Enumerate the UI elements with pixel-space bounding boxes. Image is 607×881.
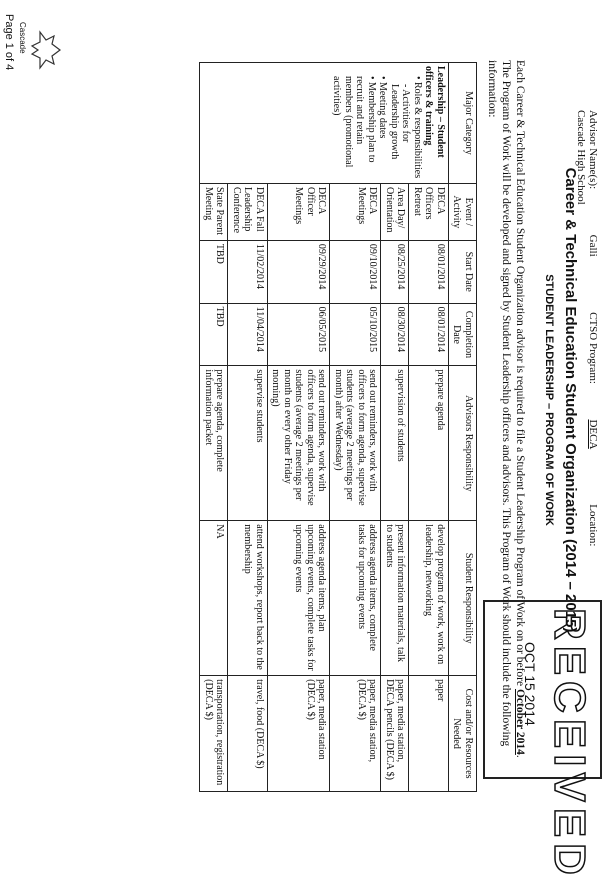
cell-start: 09/10/2014 [330, 240, 381, 303]
school-logo-icon [30, 30, 62, 70]
cell-event: DECA Officers Retreat [409, 183, 449, 240]
ctso-value: DECA [587, 419, 599, 449]
cell-student: attend workshops, report back to the membership [228, 521, 268, 676]
intro-text-after: . The Program of Work will be developed and signed by Student Leadership officers and advisors. This Program of Work should include the following information: [486, 60, 526, 758]
cell-start: 08/25/2014 [381, 240, 409, 303]
advisor-value: Galli [587, 234, 599, 257]
cell-end: 06/05/2015 [268, 303, 331, 366]
cell-student: develop program of work, work on leadership, networking [409, 521, 449, 676]
cell-advisor: supervise students [228, 366, 268, 521]
cell-end: 08/01/2014 [409, 303, 449, 366]
cell-event: DECA Meetings [330, 183, 381, 240]
cell-student: NA [200, 521, 228, 676]
page-number: Page 1 of 4 [3, 14, 15, 71]
intro-paragraph [485, 60, 527, 760]
cell-advisor: send out reminders, work with officers to form agenda, supervise students (average 2 meetings per month) after Wednesday) [330, 366, 381, 521]
header-major-category: Major Category [449, 63, 477, 184]
header-event-activity: Event / Activity [449, 183, 477, 240]
page-title: Career & Technical Education Student Organization (2014 – 2015) [562, 167, 579, 633]
header-start-date: Start Date [449, 240, 477, 303]
cell-cost: paper, media station (DECA $) [268, 676, 331, 792]
location-label: Location: [587, 504, 599, 547]
header-advisors-responsibility: Advisors Responsibility [449, 366, 477, 521]
cell-advisor: prepare agenda [409, 366, 449, 521]
category-bullet: - Activities for Leadership growth [389, 84, 412, 160]
page-subtitle: STUDENT LEADERSHIP – PROGRAM OF WORK [543, 274, 555, 526]
category-cell [200, 63, 449, 184]
cell-event: DECA Officer Meetings [268, 183, 331, 240]
header-student-responsibility: Student Responsibility [449, 521, 477, 676]
cell-advisor: prepare agenda, complete information packet [200, 366, 228, 521]
cell-event: Area Day/ Orientation [381, 183, 409, 240]
cell-start: 08/01/2014 [409, 240, 449, 303]
category-bullet: • Meeting dates [377, 76, 389, 139]
cell-end: 11/04/2014 [228, 303, 268, 366]
stamp-word: RECEIVED [545, 608, 594, 881]
header-cost-resources: Cost and/or Resources Needed [449, 676, 477, 792]
table-header-row [449, 63, 477, 792]
cell-cost: paper [409, 676, 449, 792]
advisor-line [575, 110, 599, 590]
stamp-date: OCT 15 2014 [522, 642, 538, 726]
cell-end: TBD [200, 303, 228, 366]
intro-text-before: Each Career & Technical Education Student Organization advisor is required to file a Student Leadership Program of Work on or before [514, 60, 526, 689]
advisor-label: Advisor Name(s): [587, 110, 599, 190]
header-completion-date: Completion Date [449, 303, 477, 366]
cell-cost: paper, media station, DECA pencils (DECA $) [381, 676, 409, 792]
cell-start: 11/02/2014 [228, 240, 268, 303]
cell-student: address agenda items, complete tasks for upcoming events [330, 521, 381, 676]
ctso-label: CTSO Program: [587, 312, 599, 384]
program-of-work-table [200, 62, 478, 792]
cell-event: State Parent Meeting [200, 183, 228, 240]
cell-start: TBD [200, 240, 228, 303]
intro-deadline: October 2014 [514, 688, 526, 755]
cell-end: 05/10/2015 [330, 303, 381, 366]
cell-end: 08/30/2014 [381, 303, 409, 366]
table-row [409, 63, 449, 792]
cell-start: 09/29/2014 [268, 240, 331, 303]
category-main: Leadership – Student officers & training [423, 66, 446, 158]
cell-cost: travel, food (DECA $) [228, 676, 268, 792]
logo-text: Cascade [18, 22, 27, 54]
category-bullet: • Roles & responsibilities [412, 76, 423, 179]
cell-advisor: supervision of students [381, 366, 409, 521]
location-value: Cascade High School [575, 110, 587, 205]
cell-advisor: send out reminders, work with officers to form agenda, supervise students (average 2 meetings per month on every other Friday morning) [268, 366, 331, 521]
cell-cost: paper, media station, (DECA $) [330, 676, 381, 792]
cell-cost: transportation, registration (DECA $) [200, 676, 228, 792]
category-bullet: • Membership plan to recruit and retain members (promotional activities) [331, 76, 377, 168]
cell-student: present information materials, talk to students [381, 521, 409, 676]
cell-event: DECA Fall Leadership Conference [228, 183, 268, 240]
cell-student: address agenda items, plan upcoming events, complete tasks for upcoming events [268, 521, 331, 676]
